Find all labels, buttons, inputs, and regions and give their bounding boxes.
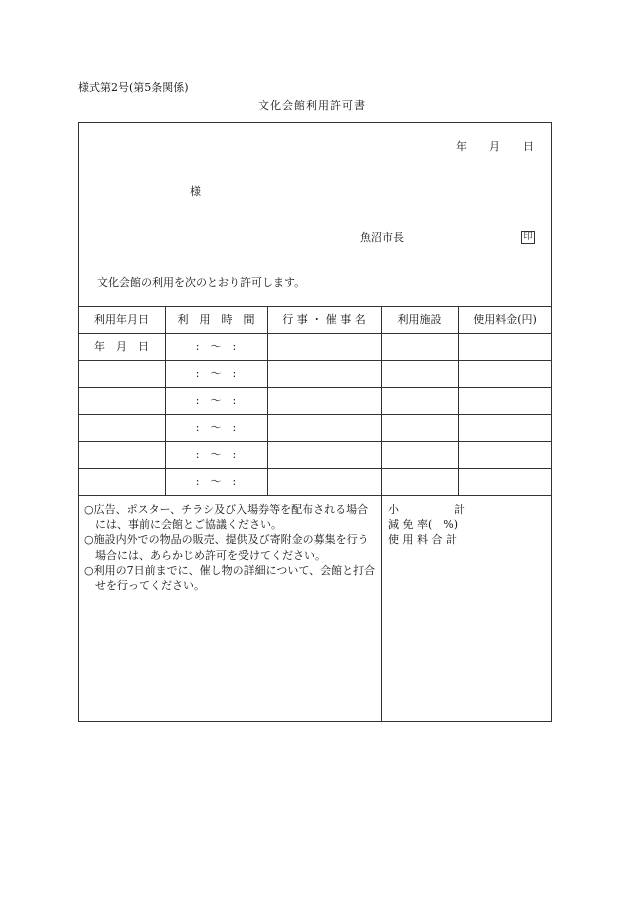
form-number: 様式第2号(第5条関係) xyxy=(78,81,189,94)
table-row-border xyxy=(78,441,552,442)
note-item: ○利用の7日前までに、催し物の詳細について、会館と打合せを行ってください。 xyxy=(84,563,376,592)
notes-section xyxy=(84,502,378,593)
note-item: ○施設内外での物品の販売、提供及び寄附金の募集を行う場合には、あらかじめ許可を受けてください。 xyxy=(84,533,369,562)
row-time: : ～ : xyxy=(195,367,237,380)
table-header-border xyxy=(78,333,552,334)
date-year: 年 xyxy=(456,140,467,153)
header-fee: 使用料金(円) xyxy=(473,313,537,326)
column-divider xyxy=(458,306,459,495)
row-date: 年 月 日 xyxy=(94,340,149,353)
summary-reduction-rate: 減 免 率( %) xyxy=(388,518,459,532)
table-bottom-border xyxy=(78,495,552,496)
table-top-border xyxy=(78,306,552,307)
header-usage-date: 利用年月日 xyxy=(94,313,149,326)
summary-section xyxy=(388,502,548,548)
date-day: 日 xyxy=(523,140,534,153)
document-title: 文化会館利用許可書 xyxy=(258,99,366,112)
form-frame xyxy=(78,122,552,722)
summary-subtotal: 小 計 xyxy=(388,503,465,516)
table-row-border xyxy=(78,468,552,469)
seal-mark: 印 xyxy=(521,231,535,244)
addressee-suffix: 様 xyxy=(190,185,201,198)
header-facility: 利用施設 xyxy=(397,313,442,326)
row-time: : ～ : xyxy=(195,421,237,434)
table-row-border xyxy=(78,414,552,415)
table-row-border xyxy=(78,360,552,361)
row-time: : ～ : xyxy=(195,340,237,353)
row-time: : ～ : xyxy=(195,448,237,461)
row-time: : ～ : xyxy=(195,475,237,488)
column-divider xyxy=(267,306,268,495)
note-item: ○広告、ポスター、チラシ及び入場券等を配布される場合には、事前に会館とご協議ください。 xyxy=(84,503,369,532)
column-divider xyxy=(381,306,382,722)
header-usage-time: 利 用 時 間 xyxy=(177,313,255,326)
table-row-border xyxy=(78,387,552,388)
issuer-name: 魚沼市長 xyxy=(360,231,404,244)
summary-total-fee: 使 用 料 合 計 xyxy=(388,533,457,547)
permission-statement: 文化会館の利用を次のとおり許可します。 xyxy=(97,276,306,289)
header-event-name: 行 事 ・ 催 事 名 xyxy=(282,313,366,326)
date-month: 月 xyxy=(489,140,500,153)
row-time: : ～ : xyxy=(195,394,237,407)
